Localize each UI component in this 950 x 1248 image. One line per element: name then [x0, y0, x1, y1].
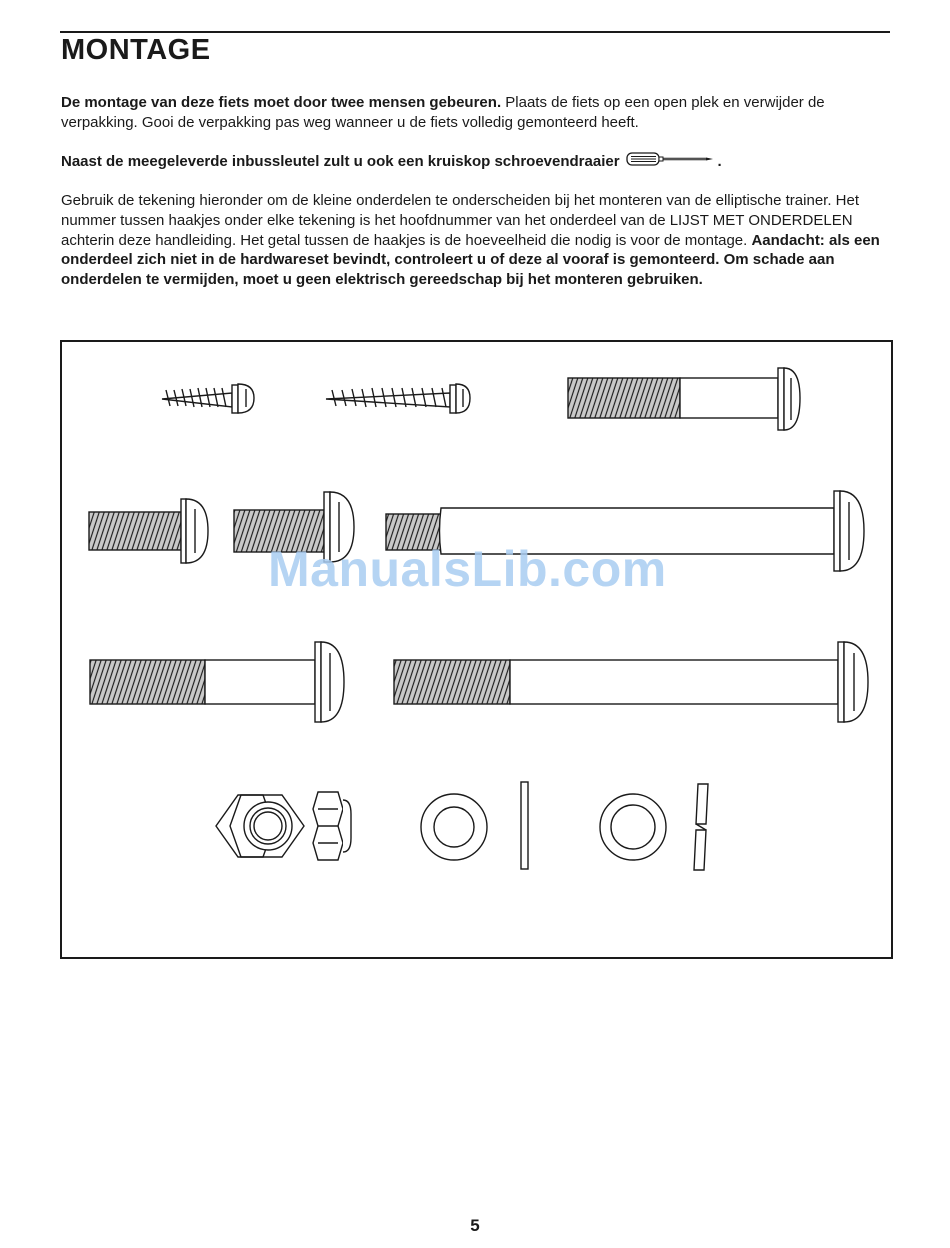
screw-icon	[326, 384, 470, 413]
intro-bold-text: De montage van deze fiets moet door twee mensen gebeuren.	[61, 94, 502, 111]
long-bolt-icon	[394, 642, 868, 722]
guide-bold-text: Aandacht: als een onderdeel zich niet in de hardwareset bevindt, controleert u of deze al vooraf is gemonteerd. Om schade aan onderdelen te vermijden, moet u geen elektrisch gereedschap bij het monteren gebruiken.	[61, 231, 880, 289]
parts-drawing-box	[60, 340, 893, 959]
page-number: 5	[470, 1216, 480, 1235]
intro-paragraph	[61, 93, 895, 133]
intro-text: Plaats de fiets op een open plek en verwijder de verpakking. Gooi de verpakking pas weg wanneer u de fiets volledig gemonteerd heeft.	[61, 94, 825, 131]
screwdriver-icon	[626, 152, 714, 172]
watermark-text: ManualsLib.com	[268, 541, 667, 597]
tools-end: .	[717, 153, 722, 170]
tools-bold-text: Naast de meegeleverde inbussleutel zult u ook een kruiskop schroevendraaier	[61, 153, 620, 170]
washer-icon	[421, 782, 528, 869]
bolt-icon	[89, 499, 208, 563]
guide-text: Gebruik de tekening hieronder om de kleine onderdelen te onderscheiden bij het monteren van de elliptische trainer. Het nummer tussen haakjes onder elke tekening is het hoofdnummer van het onderdeel van de LIJST MET ONDERDELEN achterin deze handleiding. Het getal tussen de haakjes is de hoeveelheid die nodig is voor de montage.	[61, 192, 860, 249]
guide-paragraph	[61, 191, 895, 290]
shoulder-bolt-icon	[568, 368, 800, 430]
screw-icon	[162, 384, 254, 413]
top-rule	[60, 31, 890, 33]
bolt-icon	[90, 642, 344, 722]
tools-paragraph	[61, 152, 895, 172]
nylon-locknut-icon	[216, 792, 351, 860]
page-title: MONTAGE	[61, 34, 211, 66]
split-washer-icon	[600, 784, 708, 870]
